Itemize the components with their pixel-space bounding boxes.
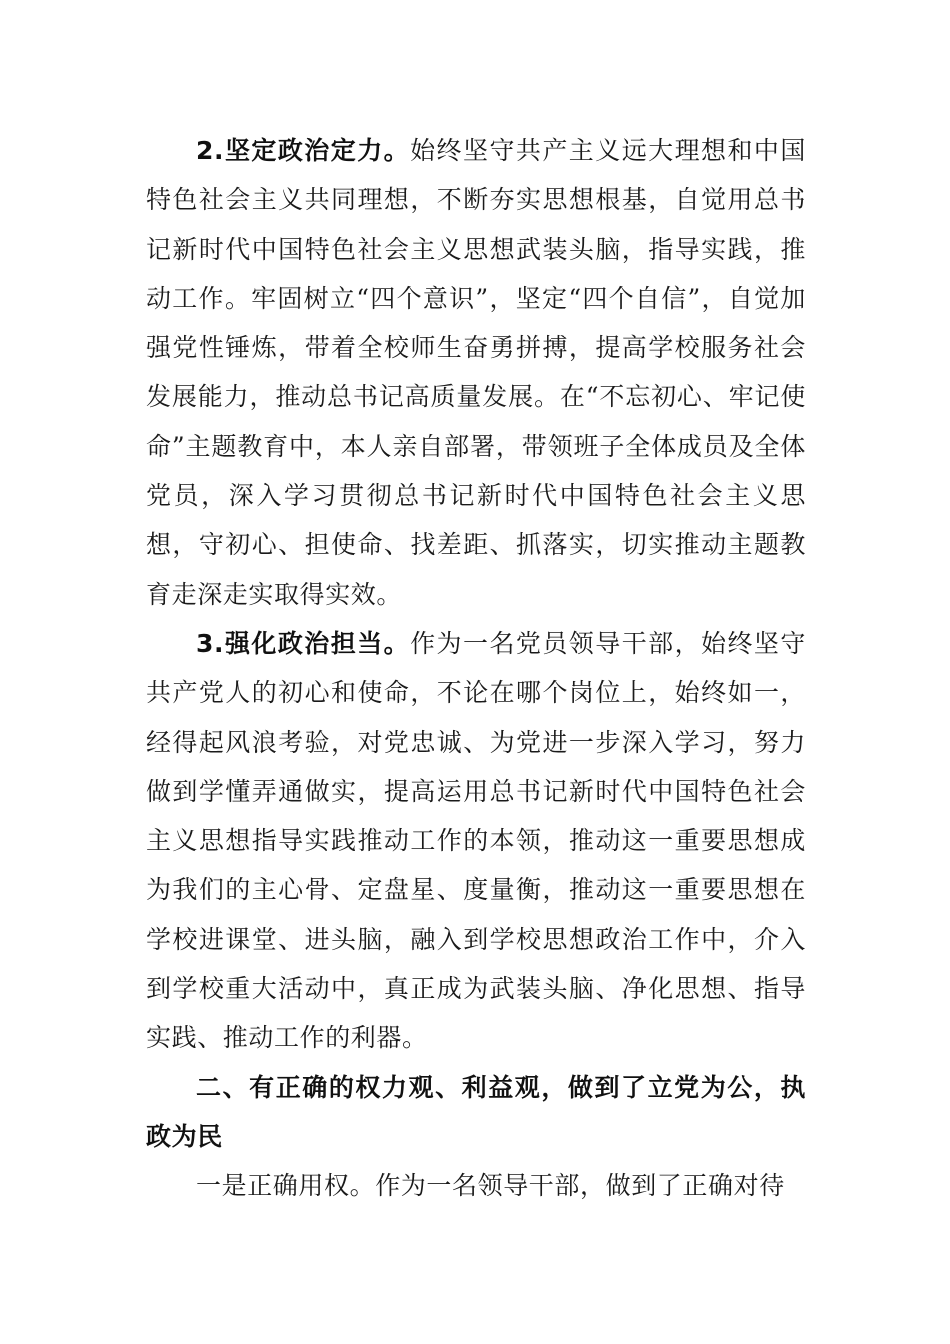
paragraph-partial: 一是正确用权。作为一名领导干部，做到了正确对待 [196,1171,785,1201]
paragraph-political-responsibility [146,619,806,1063]
paragraph-lead: 2.坚定政治定力。 [196,136,411,165]
paragraph-text: 始终坚守共产主义远大理想和中国特色社会主义共同理想，不断夯实思想根基，自觉用总书记新时代中国特色社会主义思想武装头脑，指导实践，推动工作。牢固树立“四个意识”，坚定“四个自信”，自觉加强党性锤炼，带着全校师生奋勇拼搏，提高学校服务社会发展能力，推动总书记高质量发展。在“不忘初心、牢记使命”主题教育中，本人亲自部署，带领班子全体成员及全体党员，深入学习贯彻总书记新时代中国特色社会主义思想，守初心、担使命、找差距、抓落实，切实推动主题教育走深走实取得实效。 [146,136,806,609]
paragraph-text: 作为一名党员领导干部，始终坚守共产党人的初心和使命，不论在哪个岗位上，始终如一，经得起风浪考验，对党忠诚、为党进一步深入学习，努力做到学懂弄通做实，提高运用总书记新时代中国特色社会主义思想指导实践推动工作的本领，推动这一重要思想成为我们的主心骨、定盘星、度量衡，推动这一重要思想在学校进课堂、进头脑，融入到学校思想政治工作中，介入到学校重大活动中，真正成为武装头脑、净化思想、指导实践、推动工作的利器。 [146,628,806,1053]
document-body [146,126,806,1211]
paragraph-lead: 3.强化政治担当。 [196,628,411,658]
section-heading: 二、有正确的权力观、利益观，做到了立党为公，执政为民 [146,1072,806,1151]
paragraph-political-resolve [146,126,806,619]
